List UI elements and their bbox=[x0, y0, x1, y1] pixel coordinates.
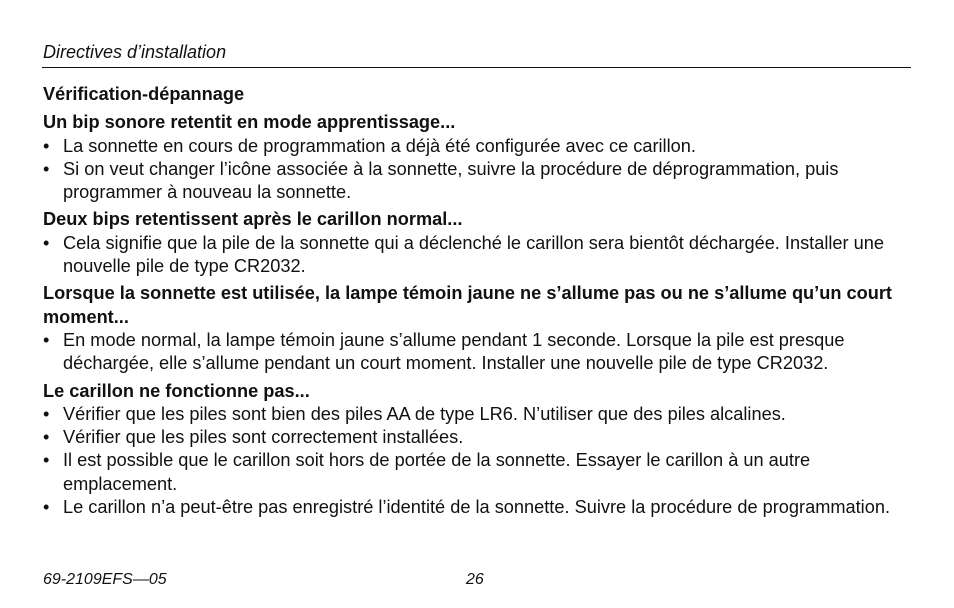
troubleshooting-group bbox=[43, 111, 915, 204]
section-title: Vérification-dépannage bbox=[43, 84, 245, 104]
bullet-icon: • bbox=[43, 158, 50, 179]
bullet-text: Cela signifie que la pile de la sonnette qui a déclenché le carillon sera bientôt déchargée. Installer une nouvelle pile de type CR2032. bbox=[63, 232, 884, 277]
bullet-icon: • bbox=[43, 135, 50, 156]
bullet-icon: • bbox=[43, 403, 50, 424]
document-number: 69-2109EFS—05 bbox=[43, 571, 167, 588]
bullet-list bbox=[43, 403, 915, 519]
header-rule bbox=[42, 67, 911, 68]
troubleshooting-group bbox=[43, 380, 915, 520]
bullet-icon: • bbox=[43, 232, 50, 253]
bullet-icon: • bbox=[43, 450, 50, 471]
bullet-icon: • bbox=[43, 329, 50, 350]
bullet-item bbox=[43, 496, 915, 519]
bullet-text: Si on veut changer l’icône associée à la sonnette, suivre la procédure de déprogrammation, puis programmer à nouveau la sonnette. bbox=[63, 158, 839, 203]
bullet-item bbox=[43, 403, 915, 426]
bullet-list bbox=[43, 135, 915, 205]
bullet-item bbox=[43, 329, 915, 376]
page-content bbox=[43, 83, 915, 523]
bullet-text: Il est possible que le carillon soit hors de portée de la sonnette. Essayer le carillon à un autre emplacement. bbox=[63, 450, 811, 494]
bullet-icon: • bbox=[43, 427, 50, 448]
bullet-text: La sonnette en cours de programmation a déjà été configurée avec ce carillon. bbox=[63, 135, 696, 156]
group-heading: Lorsque la sonnette est utilisée, la lampe témoin jaune ne s’allume pas ou ne s’allume qu’un court moment... bbox=[43, 283, 892, 327]
bullet-item bbox=[43, 232, 915, 279]
group-heading: Le carillon ne fonctionne pas... bbox=[43, 380, 310, 401]
bullet-text: Le carillon n’a peut-être pas enregistré l’identité de la sonnette. Suivre la procédure de programmation. bbox=[63, 497, 890, 518]
bullet-item bbox=[43, 135, 915, 158]
page-number: 26 bbox=[466, 571, 484, 588]
bullet-item bbox=[43, 449, 915, 496]
troubleshooting-group bbox=[43, 208, 915, 278]
bullet-icon: • bbox=[43, 497, 50, 518]
bullet-text: En mode normal, la lampe témoin jaune s’allume pendant 1 seconde. Lorsque la pile est presque déchargée, elle s’allume pendant un court moment. Installer une nouvelle pile de type CR2032. bbox=[63, 329, 845, 374]
bullet-list bbox=[43, 232, 915, 279]
bullet-item bbox=[43, 426, 915, 449]
bullet-text: Vérifier que les piles sont bien des piles AA de type LR6. N’utiliser que des piles alcalines. bbox=[63, 403, 786, 424]
group-heading: Un bip sonore retentit en mode apprentissage... bbox=[43, 112, 456, 133]
bullet-item bbox=[43, 158, 915, 205]
bullet-text: Vérifier que les piles sont correctement installées. bbox=[63, 427, 464, 448]
running-header: Directives d’installation bbox=[43, 42, 227, 62]
bullet-list bbox=[43, 329, 915, 376]
troubleshooting-group bbox=[43, 282, 915, 375]
group-heading: Deux bips retentissent après le carillon normal... bbox=[43, 209, 463, 230]
